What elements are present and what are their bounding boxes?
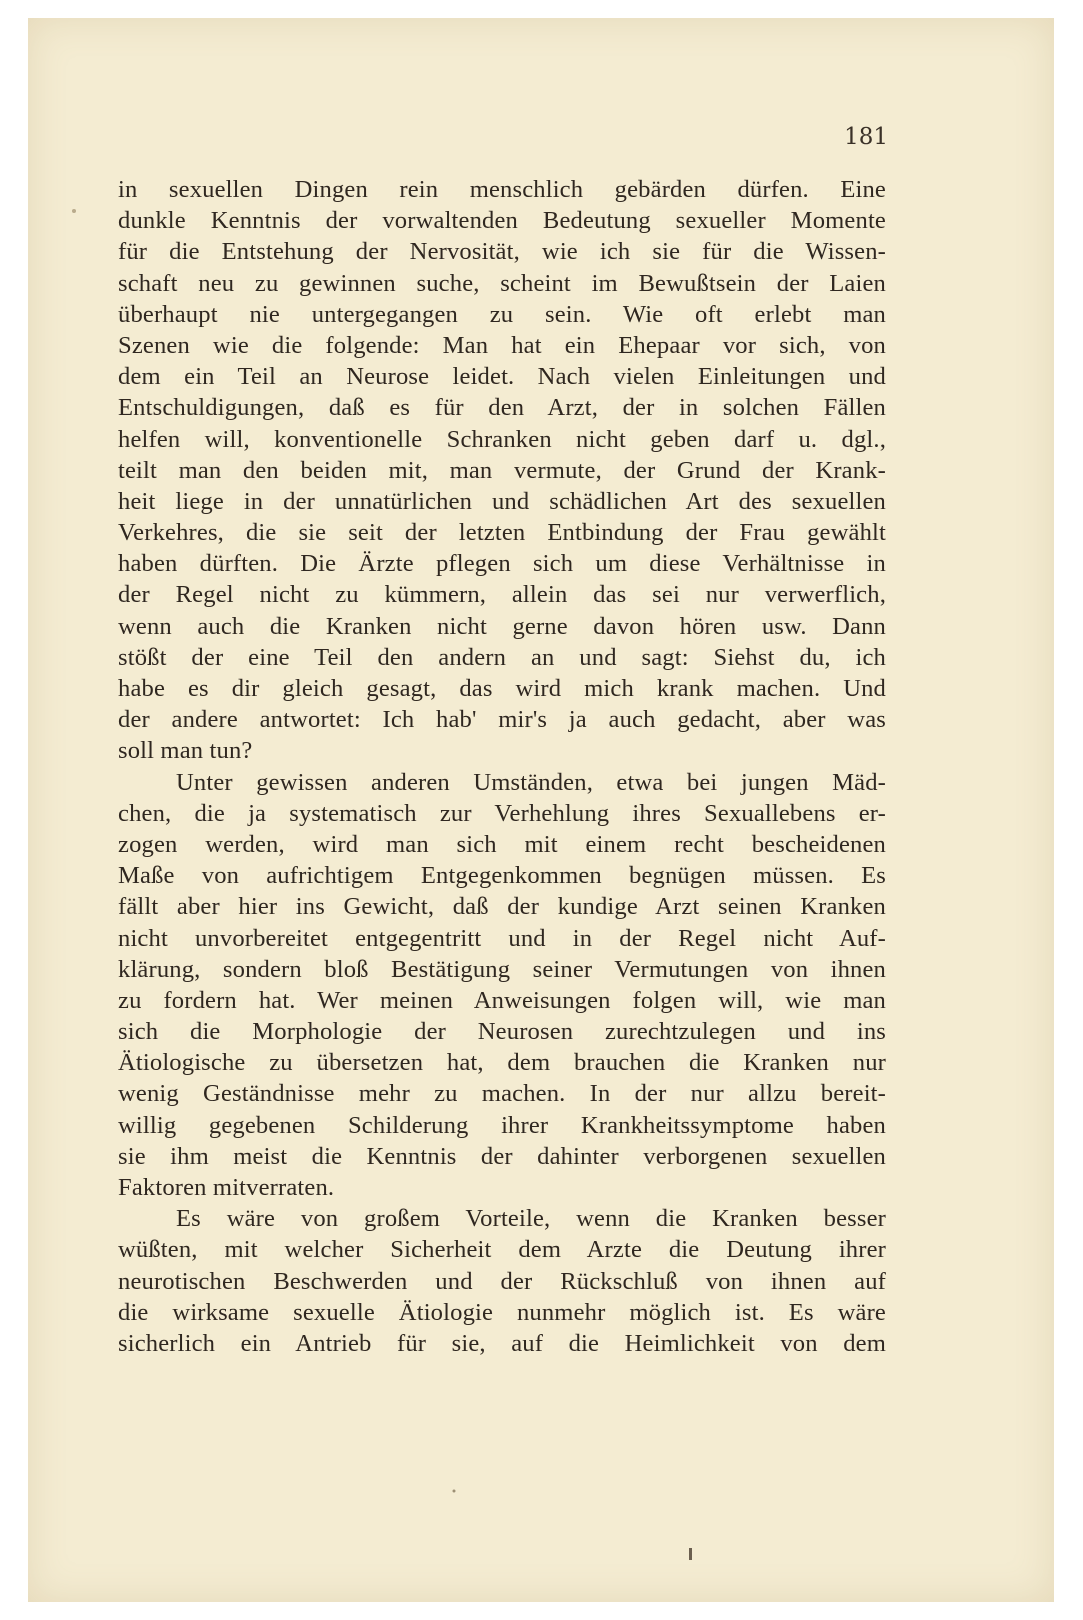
page-number: 181 (844, 124, 888, 150)
text-line: sich die Morphologie der Neurosen zurechtzulegen und ins (118, 1018, 886, 1046)
text-line: habe es dir gleich gesagt, das wird mich krank machen. Und (118, 675, 886, 702)
paragraph-2 (118, 767, 886, 1204)
text-line: Ätiologische zu übersetzen hat, dem brauchen die Kranken nur (118, 1049, 886, 1077)
text-line: klärung, sondern bloß Bestätigung seiner Vermutungen von ihnen (118, 955, 886, 983)
text-line: neurotischen Beschwerden und der Rückschluß von ihnen auf (118, 1267, 886, 1295)
text-line: fällt aber hier ins Gewicht, daß der kundige Arzt seinen Kranken (118, 893, 886, 921)
text-line: in sexuellen Dingen rein menschlich gebärden dürfen. Eine (118, 176, 886, 203)
text-line: Maße von aufrichtigem Entgegenkommen begnügen müssen. Es (118, 862, 886, 890)
text-line: Faktoren mitverraten. (118, 1174, 335, 1201)
text-line: der Regel nicht zu kümmern, allein das sei nur verwerflich, (118, 581, 886, 609)
text-line: schaft neu zu gewinnen suche, scheint im Bewußtsein der Laien (118, 269, 886, 297)
text-line: überhaupt nie untergegangen zu sein. Wie oft erlebt man (118, 300, 886, 328)
text-line: dunkle Kenntnis der vorwaltenden Bedeutung sexueller Momente (118, 207, 886, 235)
text-line: helfen will, konventionelle Schranken nicht geben darf u. dgl., (118, 425, 886, 453)
book-page (28, 18, 1054, 1602)
speck (689, 1548, 692, 1560)
text-line: chen, die ja systematisch zur Verhehlung ihres Sexuallebens er- (118, 799, 886, 827)
text-line: Entschuldigungen, daß es für den Arzt, der in solchen Fällen (118, 394, 886, 422)
text-line: sie ihm meist die Kenntnis der dahinter verborgenen sexuellen (118, 1142, 886, 1170)
text-line: Es wäre von großem Vorteile, wenn die Kranken besser (176, 1205, 886, 1233)
speck (72, 209, 76, 213)
paragraph-1 (118, 174, 886, 767)
text-line: für die Entstehung der Nervosität, wie ich sie für die Wissen- (118, 238, 886, 266)
text-line: nicht unvorbereitet entgegentritt und in der Regel nicht Auf- (118, 924, 886, 952)
text-line: haben dürften. Die Ärzte pflegen sich um diese Verhältnisse in (118, 550, 886, 578)
text-line: zogen werden, wird man sich mit einem recht bescheidenen (118, 830, 886, 858)
paragraph-3 (118, 1203, 886, 1359)
body-text (118, 174, 886, 1359)
text-line: die wirksame sexuelle Ätiologie nunmehr möglich ist. Es wäre (118, 1298, 886, 1326)
text-line: wüßten, mit welcher Sicherheit dem Arzte die Deutung ihrer (118, 1236, 886, 1264)
text-line: zu fordern hat. Wer meinen Anweisungen folgen will, wie man (118, 986, 886, 1014)
text-line: dem ein Teil an Neurose leidet. Nach vielen Einleitungen und (118, 363, 886, 391)
text-line: der andere antwortet: Ich hab' mir's ja auch gedacht, aber was (118, 706, 886, 734)
text-line: stößt der eine Teil den andern an und sagt: Siehst du, ich (118, 643, 886, 671)
text-line: Unter gewissen anderen Umständen, etwa bei jungen Mäd- (176, 768, 886, 796)
text-line: soll man tun? (118, 737, 253, 765)
text-line: Verkehres, die sie seit der letzten Entbindung der Frau gewählt (118, 519, 886, 547)
text-line: teilt man den beiden mit, man vermute, der Grund der Krank- (118, 456, 886, 484)
text-line: heit liege in der unnatürlichen und schädlichen Art des sexuellen (118, 487, 886, 515)
text-line: wenn auch die Kranken nicht gerne davon hören usw. Dann (118, 612, 886, 640)
text-line: sicherlich ein Antrieb für sie, auf die Heimlichkeit von dem (118, 1329, 886, 1357)
text-line: Szenen wie die folgende: Man hat ein Ehepaar vor sich, von (118, 331, 886, 359)
speck (453, 1490, 456, 1493)
text-line: willig gegebenen Schilderung ihrer Krankheitssymptome haben (118, 1111, 886, 1139)
text-line: wenig Geständnisse mehr zu machen. In der nur allzu bereit- (118, 1080, 886, 1108)
